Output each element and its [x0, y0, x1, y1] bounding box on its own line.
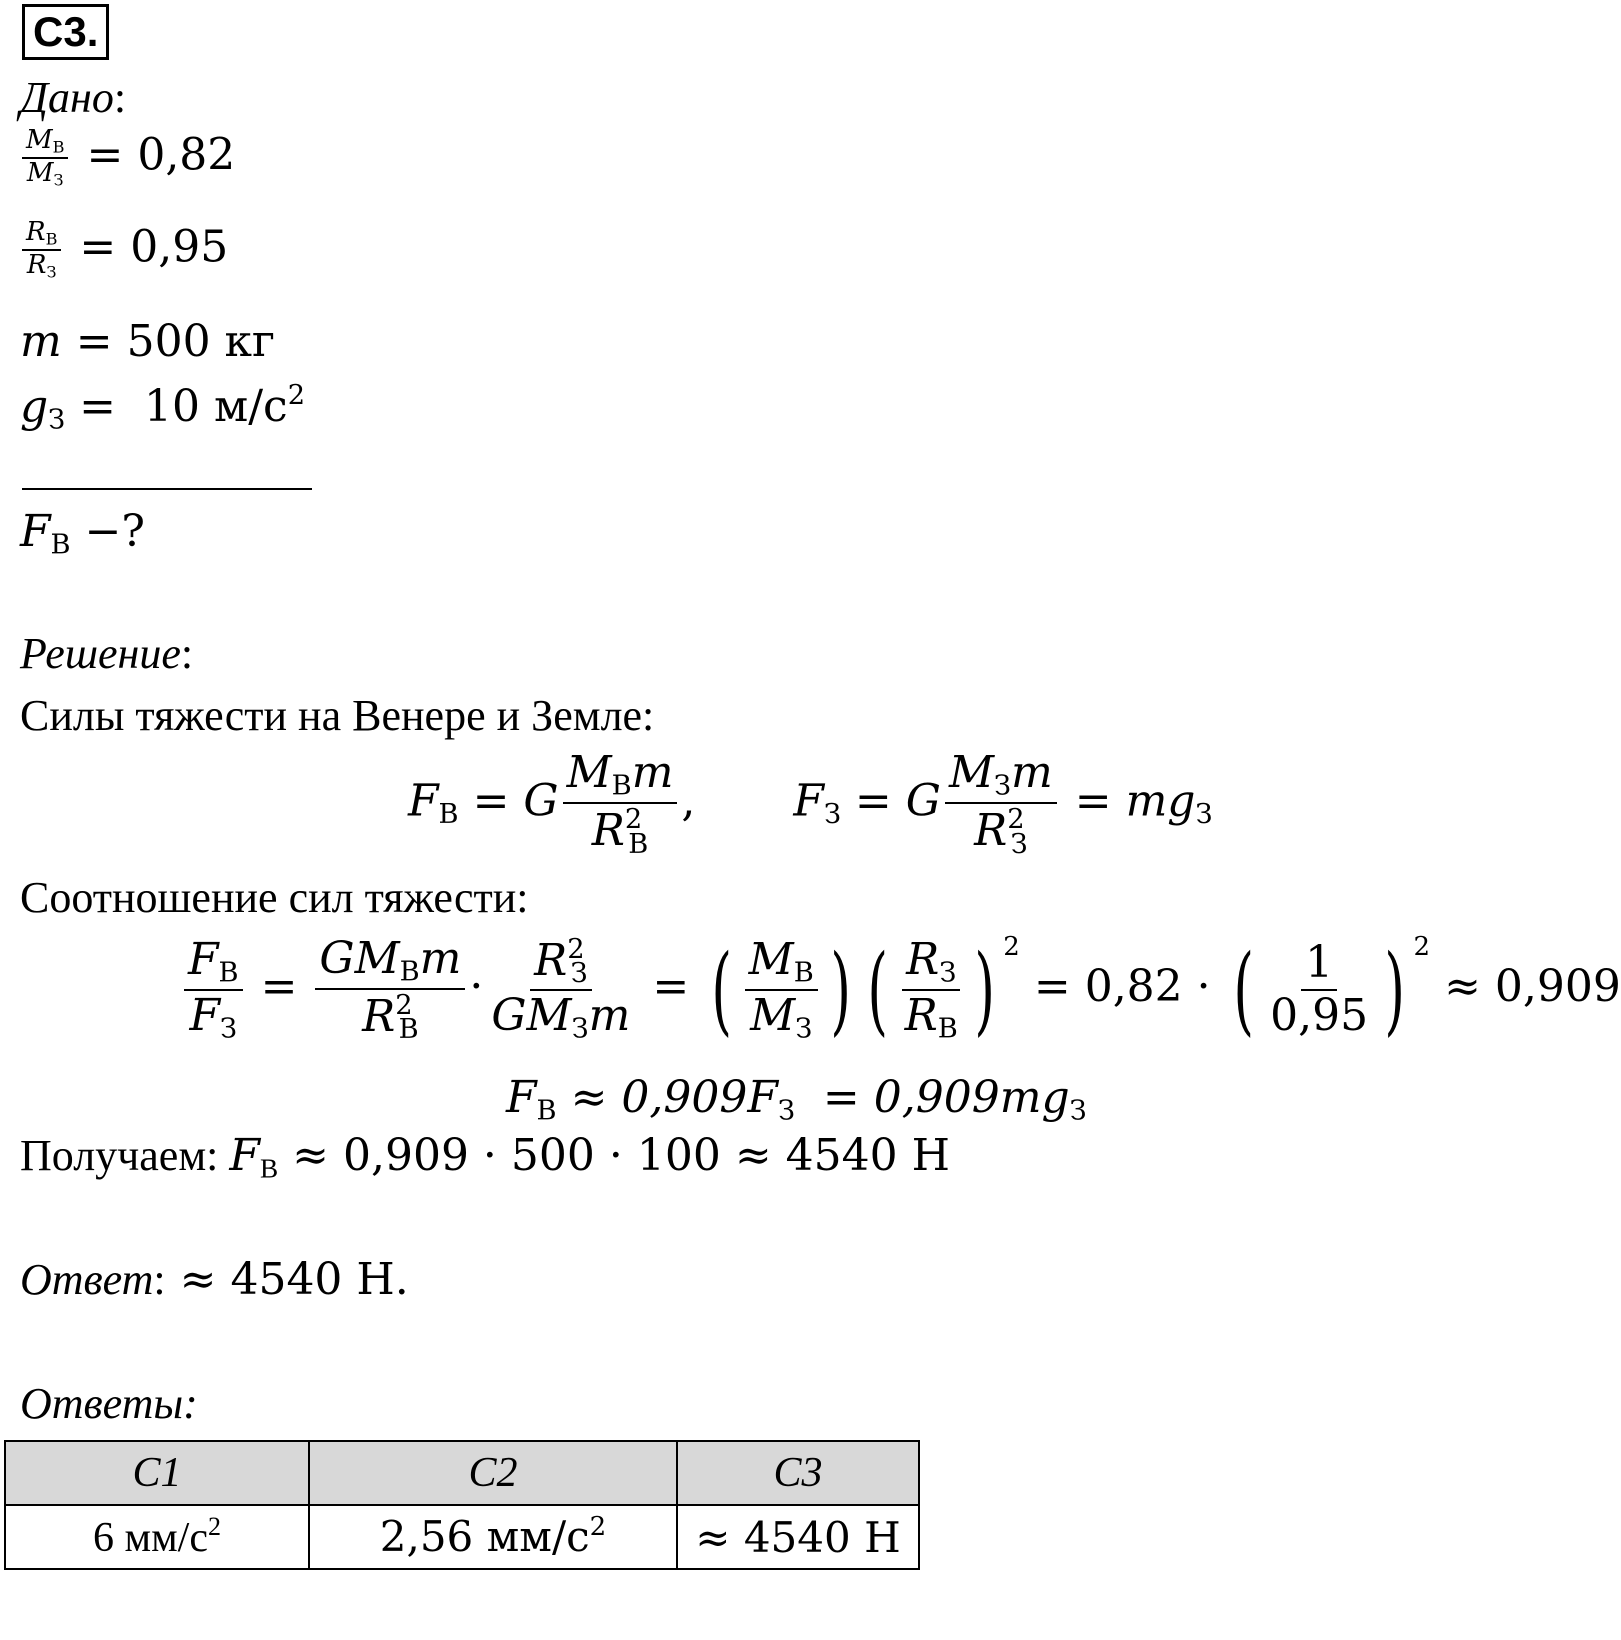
task-label: С3.: [22, 4, 109, 60]
given-unknown: $F_В$ −?: [20, 506, 146, 561]
answers-header-c3: С3: [677, 1441, 919, 1505]
given-mass: m = 500 кг: [20, 316, 276, 367]
answers-header-row: [5, 1441, 919, 1505]
given-divider: [22, 488, 312, 490]
ratio-result-formula: $F_В \approx 0,909F_З = 0,909mg_З$: [506, 1072, 1087, 1127]
given-mass-ratio: $\frac{M_В}{M_З}$ = 0,82: [18, 126, 235, 190]
ratio-formula: $\frac{F_В}{F_З}$ = $\frac{GM_Вm}{R^2_В}$ · $\frac{R^2_З}{GM_Зm}$ = ( $\frac{M_В}{M_З}$ ) ( $\frac{R_З}{R_В}$ ) $^2$ = 0,82 · ( $\frac{1}{0,95}$ ) $^2$ ≈ 0,909: [180, 932, 1621, 1045]
answers-table: [4, 1440, 920, 1570]
answer-line: Ответ: ≈ 4540 Н.: [20, 1254, 409, 1305]
answers-value-c3: ≈ 4540 Н: [677, 1505, 919, 1569]
answers-value-c1: 6 $мм/с^2$: [5, 1505, 309, 1569]
answers-heading: Ответы:: [20, 1379, 198, 1428]
gravity-forces-formula: $F_В = G$ $\frac{M_Вm}{R^2_В}$ , $F_З = G$ $\frac{M_Зm}{R^2_З}$ = $mg_З$: [408, 747, 1213, 860]
result-line: Получаем: $F_В \approx 0,909 \cdot 500 \cdot 100 \approx 4540$ Н: [20, 1130, 950, 1184]
answers-value-row: [5, 1505, 919, 1569]
answers-header-c2: С2: [309, 1441, 677, 1505]
given-gravity: $g_З = 10$ $м/с^2$: [20, 380, 306, 436]
answers-header-c1: С1: [5, 1441, 309, 1505]
solution-heading: Решение:: [20, 629, 194, 678]
answers-value-c2: 2,56 $мм/с^2$: [309, 1505, 677, 1569]
given-heading: Дано:: [20, 73, 127, 122]
given-radius-ratio: $\frac{R_В}{R_З}$ = 0,95: [18, 218, 228, 282]
gravity-forces-text: Силы тяжести на Венере и Земле:: [20, 691, 655, 740]
ratio-text: Соотношение сил тяжести:: [20, 873, 529, 922]
